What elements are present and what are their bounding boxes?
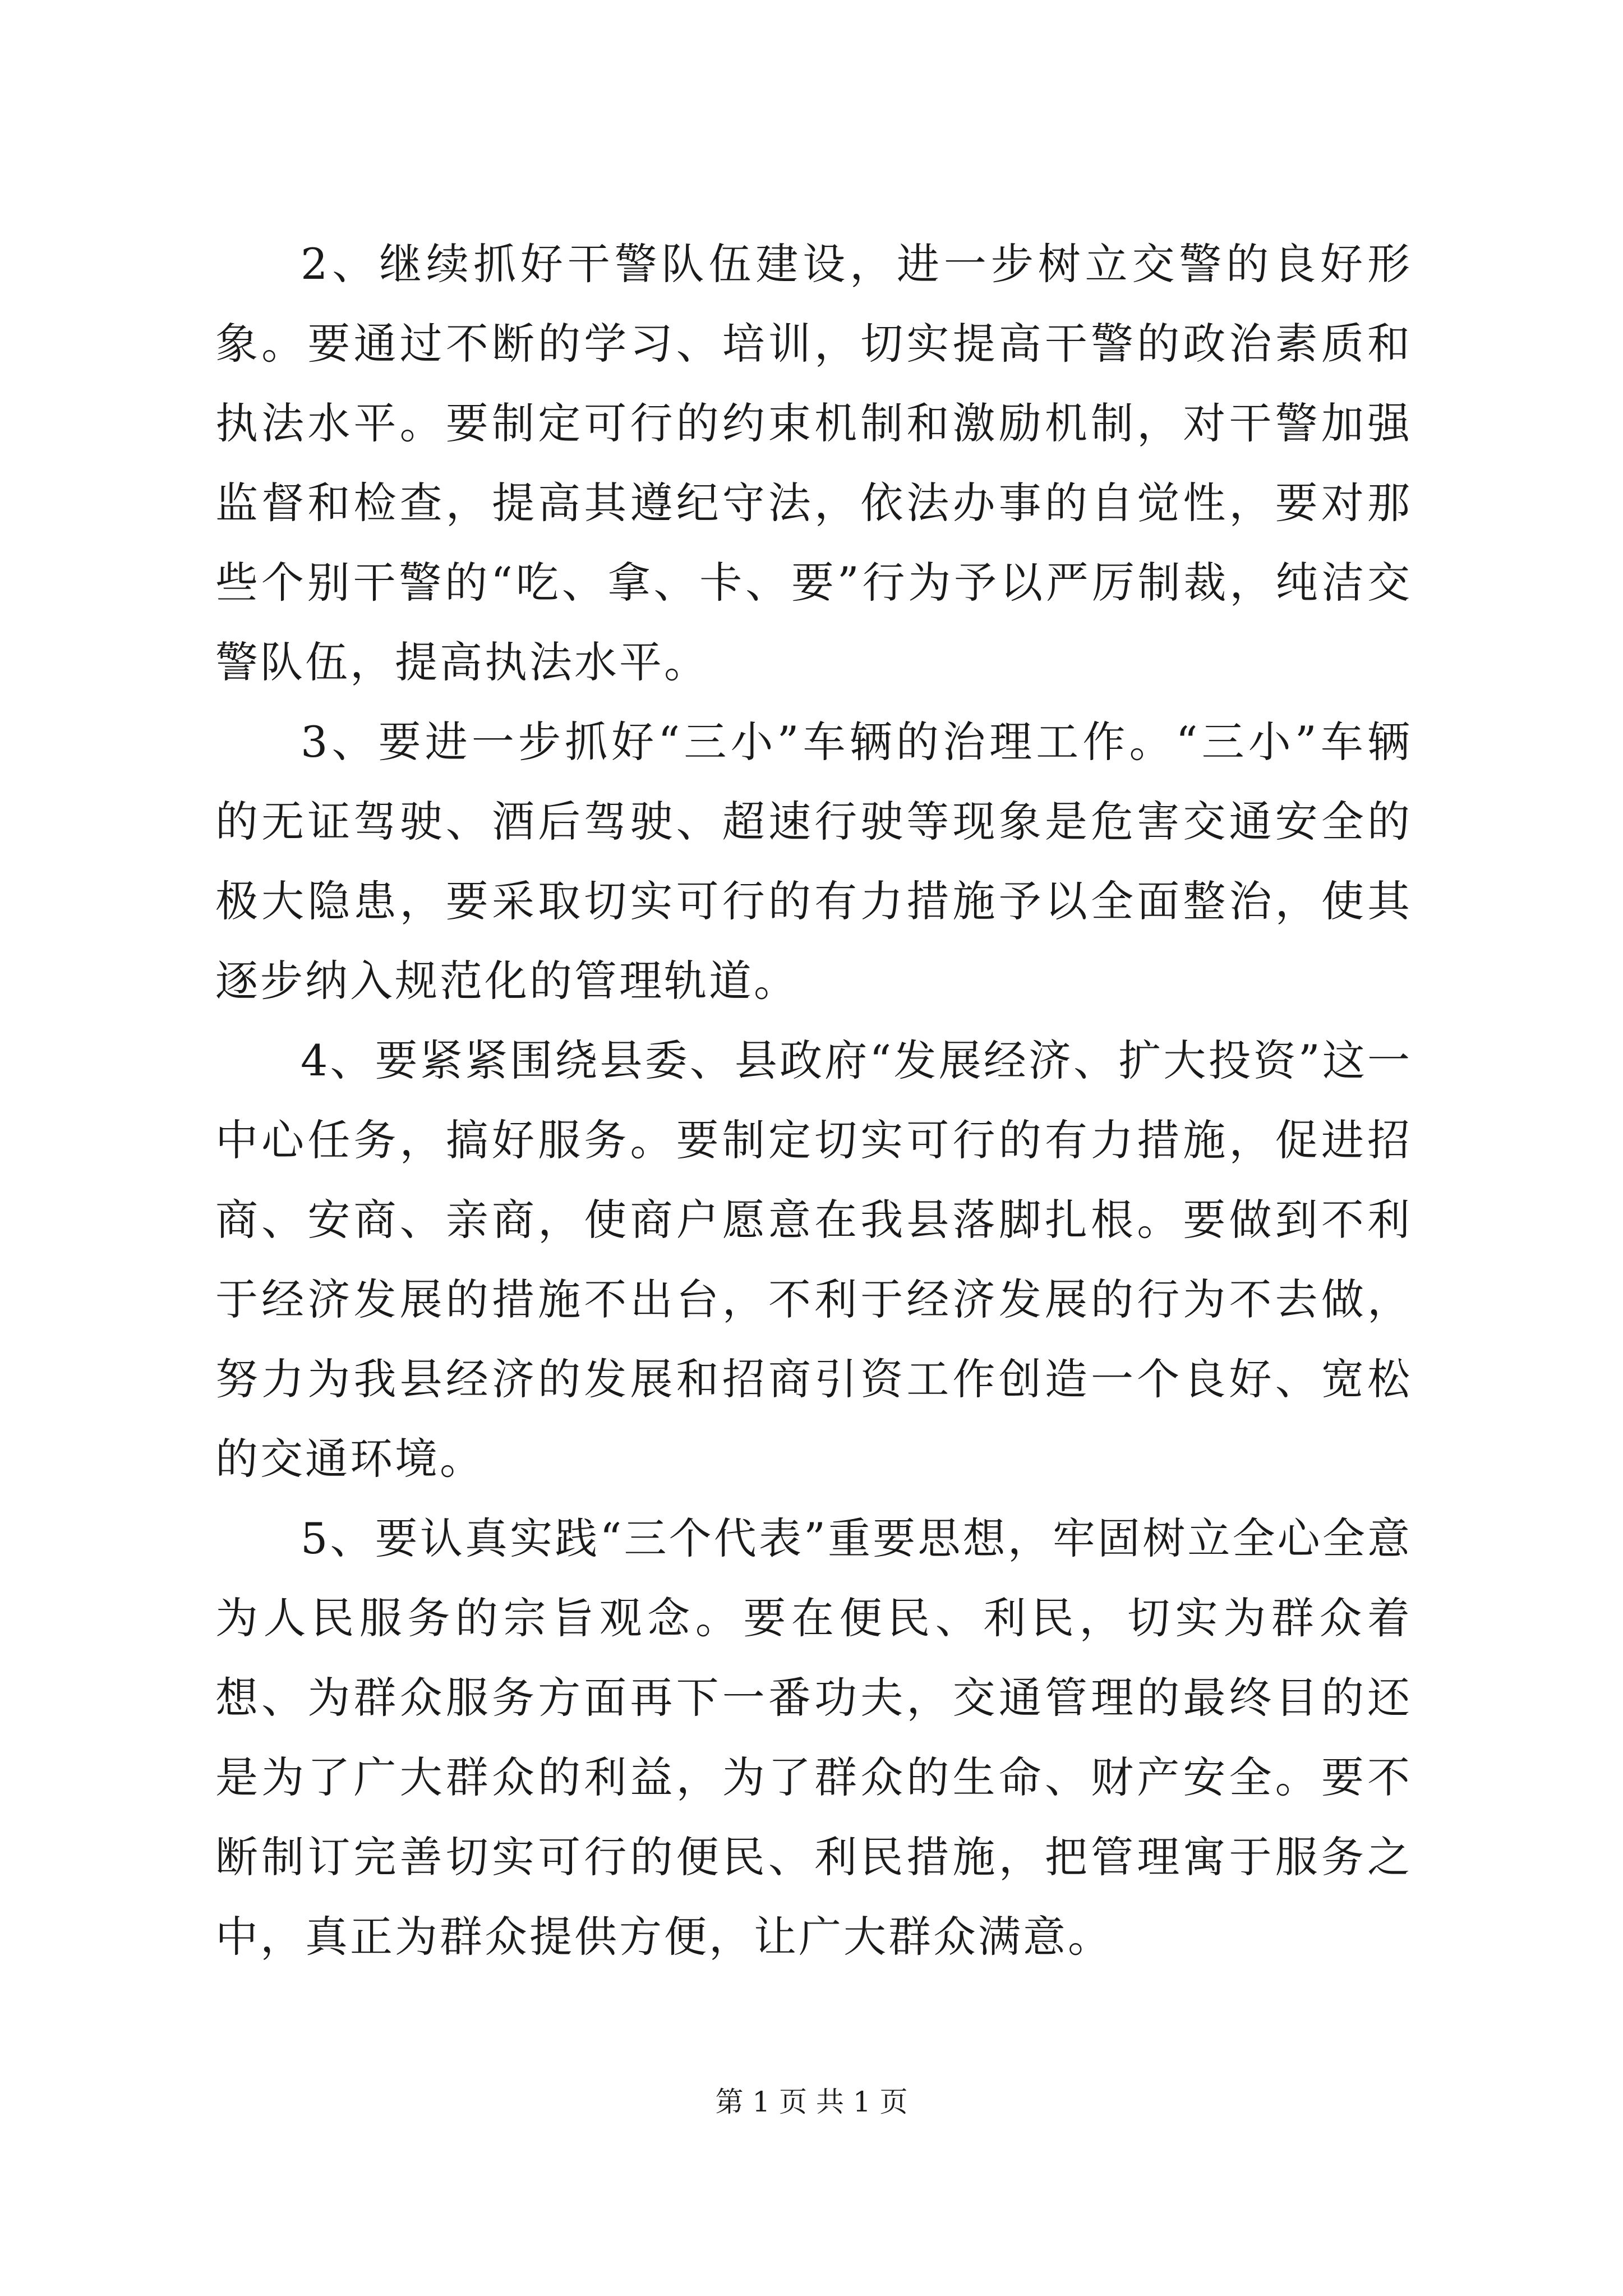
paragraph-3: 3、要进一步抓好“三小”车辆的治理工作。“三小”车辆的无证驾驶、酒后驾驶、超速行驶等现象是危害交通安全的极大隐患，要采取切实可行的有力措施予以全面整治，使其逐步纳入规范化的管理轨道。 (215, 717, 1412, 1006)
paragraph-4: 4、要紧紧围绕县委、县政府“发展经济、扩大投资”这一中心任务，搞好服务。要制定切实可行的有力措施，促进招商、安商、亲商，使商户愿意在我县落脚扎根。要做到不利于经济发展的措施不出台，不利于经济发展的行为不去做，努力为我县经济的发展和招商引资工作创造一个良好、宽松的交通环境。 (215, 1036, 1412, 1484)
paragraph-2: 2、继续抓好干警队伍建设，进一步树立交警的良好形象。要通过不断的学习、培训，切实提高干警的政治素质和执法水平。要制定可行的约束机制和激励机制，对干警加强监督和检查，提高其遵纪守法，依法办事的自觉性，要对那些个别干警的“吃、拿、卡、要”行为予以严厉制裁，纯洁交警队伍，提高执法水平。 (215, 239, 1412, 687)
document-body (215, 224, 1412, 1977)
page-number-footer: 第 1 页 共 1 页 (715, 2086, 908, 2118)
paragraph-5: 5、要认真实践“三个代表”重要思想，牢固树立全心全意为人民服务的宗旨观念。要在便民、利民，切实为群众着想、为群众服务方面再下一番功夫，交通管理的最终目的还是为了广大群众的利益，为了群众的生命、财产安全。要不断制订完善切实可行的便民、利民措施，把管理寓于服务之中，真正为群众提供方便，让广大群众满意。 (215, 1513, 1412, 1962)
